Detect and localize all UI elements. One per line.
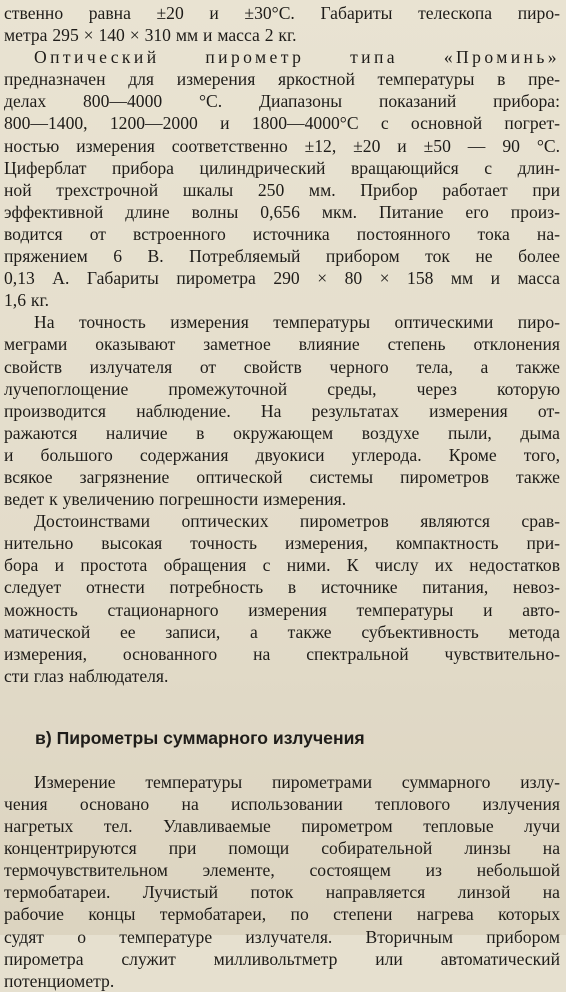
text-line: судят о температуре излучателя. Вторичным прибором	[4, 926, 560, 947]
text-line: потенциометр.	[4, 970, 115, 991]
text-line: чения основано на использовании теплового излучения	[4, 794, 560, 814]
text-line: меграми оказывают заметное влияние степень отклонения	[4, 334, 560, 355]
section-heading: в) Пирометры суммарного излучения	[35, 727, 365, 748]
text-line: можность стационарного измерения температуры и авто-	[4, 599, 560, 620]
text-line-spaced-term: Оптический пирометр типа «Проминь»	[34, 47, 560, 68]
text-line: пирометра служит милливольтметр или автоматический	[4, 948, 560, 969]
text-line: На точность измерения температуры оптическими пиро-	[34, 312, 560, 333]
text-line: термобатареи. Лучистый поток направляется линзой на	[4, 882, 560, 903]
text-line: концентрируются при помощи собирательной линзы на	[4, 838, 560, 859]
paragraph-accuracy	[4, 311, 560, 510]
text-line: лучепоглощение промежуточной среды, через которую	[4, 378, 560, 399]
text-line: всякое загрязнение оптической системы пирометров также	[4, 466, 560, 487]
text-line: водится от встроенного источника постоянного тока на-	[4, 223, 560, 244]
paragraph-advantages	[4, 510, 560, 687]
text-line: нагретых тел. Улавливаемые пирометром тепловые лучи	[4, 816, 560, 837]
text-line: Циферблат прибора цилиндрический вращающийся с длин-	[4, 157, 560, 178]
text-line: нительно высокая точность измерения, компактность при-	[4, 533, 560, 554]
text-line: 800—1400, 1200—2000 и 1800—4000°С с основной погрет-	[4, 113, 560, 134]
text-line: ностью измерения соответственно ±12, ±20 и ±50 — 90 °С.	[4, 135, 560, 156]
text-line: предназначен для измерения яркостной температуры в пре-	[4, 69, 560, 90]
text-line: ной трехстрочной шкалы 250 мм. Прибор работает при	[4, 179, 560, 200]
text-line: сти глаз наблюдателя.	[4, 665, 169, 686]
text-line: эффективной длине волны 0,656 мкм. Питание его произ-	[4, 201, 560, 222]
text-line: измерения, основанного на спектральной чувствительно-	[4, 643, 560, 664]
paragraph-continuation	[4, 2, 560, 46]
text-line: следует отнести потребность в источнике питания, невоз-	[4, 577, 560, 598]
text-line: метра 295 × 140 × 310 мм и масса 2 кг.	[4, 25, 297, 46]
text-line: 0,13 А. Габариты пирометра 290 × 80 × 158 мм и масса	[4, 268, 560, 289]
text-line: Измерение температуры пирометрами суммарного излу-	[34, 771, 560, 792]
text-line: и большого содержания двуокиси углерода. Кроме того,	[4, 444, 560, 465]
text-line: производится наблюдение. На результатах измерения от-	[4, 400, 560, 421]
text-line: ственно равна ±20 и ±30°С. Габариты телескопа пиро-	[4, 3, 560, 23]
text-line: термочувствительном элементе, состоящем из небольшой	[4, 860, 560, 881]
text-line: 1,6 кг.	[4, 290, 50, 311]
text-line: рабочие концы термобатареи, по степени нагрева которых	[4, 904, 560, 925]
text-line: бора и простота обращения с ними. К числу их недостатков	[4, 555, 560, 576]
paragraph-total-radiation	[4, 771, 560, 992]
text-line: свойств излучателя от свойств черного тела, а также	[4, 356, 560, 377]
text-line: Достоинствами оптических пирометров являются срав-	[34, 511, 560, 532]
text-line: делах 800—4000 °С. Диапазоны показаний прибора:	[4, 91, 560, 112]
text-line: матической ее записи, а также субъективность метода	[4, 621, 560, 642]
text-line: пряжением 6 В. Потребляемый прибором ток не более	[4, 246, 560, 267]
text-line: ведет к увеличению погрешности измерения.	[4, 489, 347, 510]
text-line: ражаются наличие в окружающем воздухе пыли, дыма	[4, 422, 560, 443]
paragraph-prominj	[4, 46, 560, 311]
